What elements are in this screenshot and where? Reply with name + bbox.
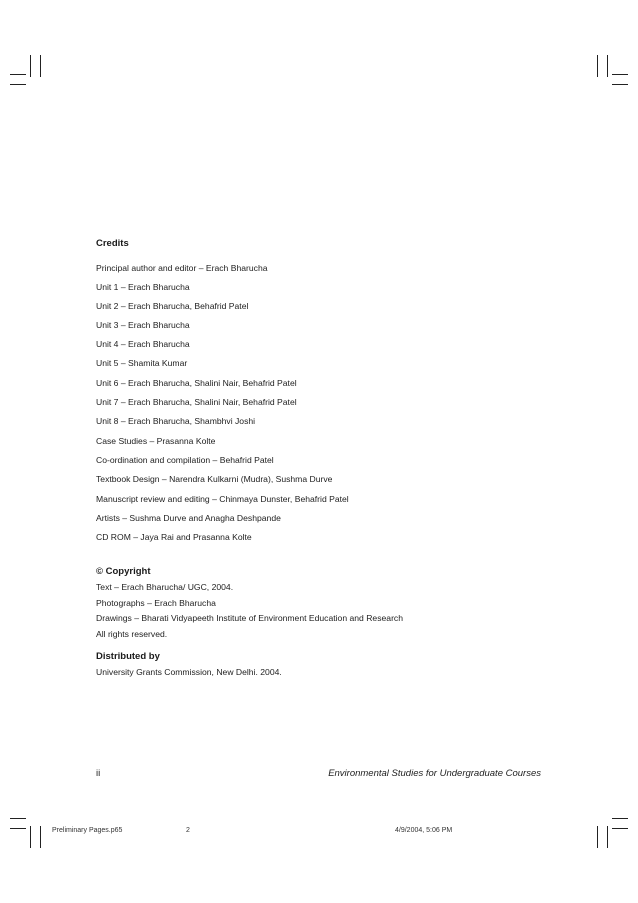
copyright-line: All rights reserved. (96, 629, 168, 639)
crop-mark (10, 828, 26, 829)
page-number: ii (96, 768, 101, 779)
crop-mark (612, 818, 628, 819)
crop-mark (597, 55, 598, 77)
crop-mark (30, 826, 31, 848)
credit-line: Unit 4 – Erach Bharucha (96, 339, 190, 349)
crop-mark (40, 826, 41, 848)
slug-page: 2 (186, 827, 190, 834)
copyright-heading: © Copyright (96, 566, 151, 577)
running-footer-title: Environmental Studies for Undergraduate Courses (328, 768, 541, 779)
distributed-line: University Grants Commission, New Delhi. 2004. (96, 667, 282, 677)
credit-line: CD ROM – Jaya Rai and Prasanna Kolte (96, 532, 252, 542)
crop-mark (30, 55, 31, 77)
distributed-heading: Distributed by (96, 651, 160, 662)
crop-mark (607, 55, 608, 77)
crop-mark (10, 84, 26, 85)
credit-line: Unit 2 – Erach Bharucha, Behafrid Patel (96, 301, 249, 311)
credit-line: Principal author and editor – Erach Bharucha (96, 263, 268, 273)
crop-mark (612, 828, 628, 829)
credit-line: Unit 1 – Erach Bharucha (96, 282, 190, 292)
copyright-line: Text – Erach Bharucha/ UGC, 2004. (96, 582, 234, 592)
crop-mark (10, 74, 26, 75)
crop-mark (612, 84, 628, 85)
credit-line: Unit 3 – Erach Bharucha (96, 320, 190, 330)
crop-mark (612, 74, 628, 75)
credit-line: Co-ordination and compilation – Behafrid Patel (96, 455, 274, 465)
crop-mark (607, 826, 608, 848)
crop-mark (10, 818, 26, 819)
credit-line: Textbook Design – Narendra Kulkarni (Mudra), Sushma Durve (96, 474, 333, 484)
credit-line: Artists – Sushma Durve and Anagha Deshpande (96, 513, 281, 523)
credit-line: Case Studies – Prasanna Kolte (96, 436, 216, 446)
credits-heading: Credits (96, 238, 129, 249)
copyright-line: Photographs – Erach Bharucha (96, 598, 216, 608)
copyright-line: Drawings – Bharati Vidyapeeth Institute of Environment Education and Research (96, 613, 404, 623)
crop-mark (40, 55, 41, 77)
credit-line: Unit 6 – Erach Bharucha, Shalini Nair, Behafrid Patel (96, 378, 297, 388)
credit-line: Unit 7 – Erach Bharucha, Shalini Nair, Behafrid Patel (96, 397, 297, 407)
credit-line: Unit 8 – Erach Bharucha, Shambhvi Joshi (96, 416, 256, 426)
credit-line: Unit 5 – Shamita Kumar (96, 358, 188, 368)
crop-mark (597, 826, 598, 848)
slug-datetime: 4/9/2004, 5:06 PM (395, 827, 453, 834)
credit-line: Manuscript review and editing – Chinmaya Dunster, Behafrid Patel (96, 494, 349, 504)
slug-filename: Preliminary Pages.p65 (52, 827, 123, 834)
